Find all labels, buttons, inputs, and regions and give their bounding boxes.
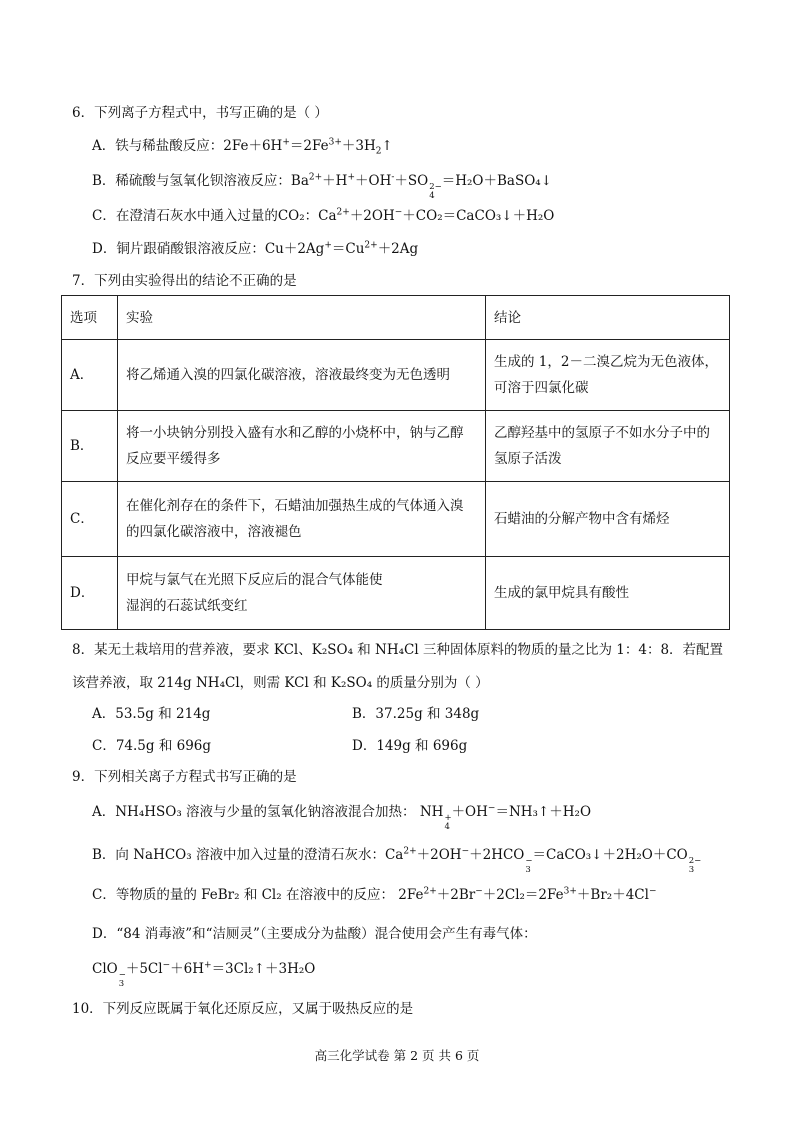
row-option: B． — [62, 411, 118, 482]
page-footer: 高三化学试卷 第 2 页 共 6 页 — [314, 1048, 480, 1063]
q6-stem: 6．下列离子方程式中，书写正确的是（ ） — [72, 105, 328, 121]
row-conclusion: 生成的 1，2－二溴乙烷为无色液体， 可溶于四氯化碳 — [486, 340, 730, 411]
q9-option-d-equation: ClO − 3 ＋5Cl−＋6H+＝3Cl₂↑＋3H₂O — [92, 960, 316, 989]
q9-option-a: A．NH₄HSO₃ 溶液与少量的氢氧化钠溶液混合加热： NH + 4 ＋OH−＝NH₃↑＋H₂O — [92, 803, 592, 832]
q9-option-b: B．向 NaHCO₃ 溶液中加入过量的澄清石灰水：$Ca^{2+}+2OH^-+2HCO$ − 3 ＝CaCO₃↓＋2H₂O＋CO 2− 3 — [92, 846, 702, 875]
row-conclusion: 石蜡油的分解产物中含有烯烃 — [486, 482, 730, 557]
row-conclusion: 乙醇羟基中的氢原子不如水分子中的 氢原子活泼 — [486, 411, 730, 482]
q8-stem-line1: 8．某无土栽培用的营养液，要求 KCl、K₂SO₄ 和 NH₄Cl 三种固体原料的物质的量之比为 1：4：8．若配置 — [72, 642, 724, 658]
q8-option-d: D．149g 和 696g — [352, 738, 468, 754]
row-experiment: 将乙烯通入溴的四氯化碳溶液，溶液最终变为无色透明 — [118, 340, 486, 411]
q6-option-b: B．稀硫酸与氢氧化钡溶液反应：$Ba^{2+}+H^++OH^-+SO$ 2− 4 ＝H₂O＋BaSO₄↓ — [92, 172, 553, 201]
table-row — [62, 411, 730, 482]
q8-stem-line2: 该营养液，取 214g NH₄Cl，则需 KCl 和 K₂SO₄ 的质量分别为（ ） — [72, 675, 489, 691]
q7-stem: 7．下列由实验得出的结论不正确的是 — [72, 273, 297, 289]
row-experiment: 将一小块钠分别投入盛有水和乙醇的小烧杯中，钠与乙醇 反应要平缓得多 — [118, 411, 486, 482]
row-conclusion: 生成的氯甲烷具有酸性 — [486, 557, 730, 630]
row-experiment: 甲烷与氯气在光照下反应后的混合气体能使 湿润的石蕊试纸变红 — [118, 557, 486, 630]
row-option: A． — [62, 340, 118, 411]
table-header-row — [62, 296, 730, 340]
q6-option-a: A．铁与稀盐酸反应：$2Fe+6H^+=2Fe^{3+}+3H_2↑$ — [92, 137, 393, 157]
q6-option-c: C．在澄清石灰水中通入过量的CO₂：$Ca^{2+}+2OH^-+CO_2=CaCO_3↓+H_2O$ — [92, 207, 555, 224]
row-experiment: 在催化剂存在的条件下，石蜡油加强热生成的气体通入溴 的四氯化碳溶液中，溶液褪色 — [118, 482, 486, 557]
q10-stem: 10．下列反应既属于氧化还原反应，又属于吸热反应的是 — [72, 1001, 414, 1017]
q6-option-d: D．铜片跟硝酸银溶液反应：$Cu+2Ag^+=Cu^{2+}+2Ag$ — [92, 240, 419, 257]
header-conclusion: 结论 — [486, 296, 730, 340]
q9-option-c: C．等物质的量的 FeBr₂ 和 Cl₂ 在溶液中的反应： $2Fe^{2+}+2Br^-+2Cl_2=2Fe^{3+}+Br_2+4Cl^-$ — [92, 886, 657, 903]
q9-stem: 9．下列相关离子方程式书写正确的是 — [72, 769, 297, 785]
q8-option-c: C．74.5g 和 696g — [92, 738, 212, 754]
header-option: 选项 — [62, 296, 118, 340]
table-row — [62, 482, 730, 557]
row-option: D． — [62, 557, 118, 630]
q8-option-b: B．37.25g 和 348g — [352, 706, 480, 722]
row-option: C． — [62, 482, 118, 557]
q8-option-a: A．53.5g 和 214g — [92, 706, 211, 722]
q9-option-d: D．“84 消毒液”和“洁厕灵”（主要成分为盐酸）混合使用会产生有毒气体： — [92, 926, 537, 942]
table-row — [62, 340, 730, 411]
experiment-table — [61, 295, 730, 630]
header-experiment: 实验 — [118, 296, 486, 340]
table-row — [62, 557, 730, 630]
